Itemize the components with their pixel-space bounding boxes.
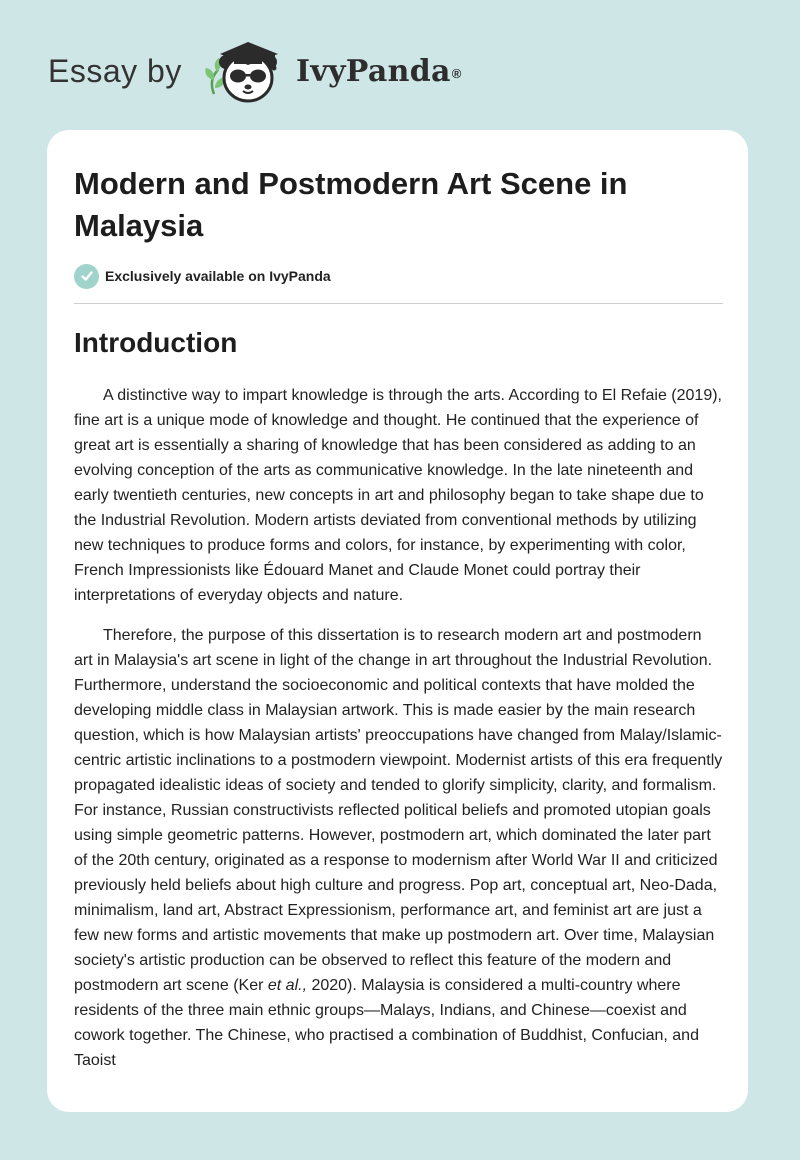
brand-name: IvyPanda [296,54,451,89]
paragraph-text: 2020). Malaysia is considered a multi-country where residents of the three main ethnic groups—Malays, Indians, and Chinese—coexist and cowork together. The Chinese, who practised a combination of Buddhist, Confucian, and Taoist [74,977,699,1069]
citation-italic: et al., [267,977,308,994]
paragraph: A distinctive way to impart knowledge is through the arts. According to El Refaie (2019), fine art is a unique mode of knowledge and thought. He continued that the experience of great art is essentially a sharing of knowledge that has been considered as adding to an evolving conception of the arts as communicative knowledge. In the late nineteenth and early twentieth centuries, new concepts in art and philosophy began to take shape due to the Industrial Revolution. Modern artists deviated from conventional methods by utilizing new techniques to produce forms and colors, for instance, by experimenting with color, French Impressionists like Édouard Manet and Claude Monet could portray their interpretations of everyday objects and nature. [74,387,722,604]
paragraph-text: Therefore, the purpose of this dissertation is to research modern art and postmodern art in Malaysia's art scene in light of the change in art throughout the Industrial Revolution. Furthermore, understand the socioeconomic and political contexts that have molded the developing middle class in Malaysian artwork. This is made easier by the main research question, which is how Malaysian artists' preoccupations have changed from Malay/Islamic-centric artistic inclinations to a postmodern viewpoint. Modernist artists of this era frequently propagated idealistic ideas of society and tended to glorify simplicity, clarity, and formalism. For instance, Russian constructivists reflected political beliefs and promoted utopian goals using simple geometric patterns. However, postmodern art, which dominated the later part of the 20th century, originated as a response to modernism after World War II and criticized previously held beliefs about high culture and progress. Pop art, conceptual art, Neo-Dada, minimalism, land art, Abstract Expressionism, performance art, and feminist art are just a few new forms and artistic movements that make up postmodern art. Over time, Malaysian society's artistic production can be observed to reflect this feature of the modern and postmodern art scene (Ker [74,627,723,994]
essay-card [47,130,748,1112]
divider [74,303,723,304]
essay-body [74,383,724,1088]
brand-logo-text[interactable] [296,54,462,90]
exclusive-badge [74,263,331,289]
panda-graduate-logo-icon[interactable] [200,36,292,108]
essay-title: Modern and Postmodern Art Scene in Malaysia [74,166,628,243]
registered-mark: ® [451,66,462,81]
paragraph [74,623,724,1073]
essay-by-label: Essay by [48,53,182,89]
site-header [0,0,800,130]
exclusive-label: Exclusively available on IvyPanda [105,268,331,284]
check-icon [74,264,99,289]
section-heading-introduction: Introduction [74,327,238,358]
